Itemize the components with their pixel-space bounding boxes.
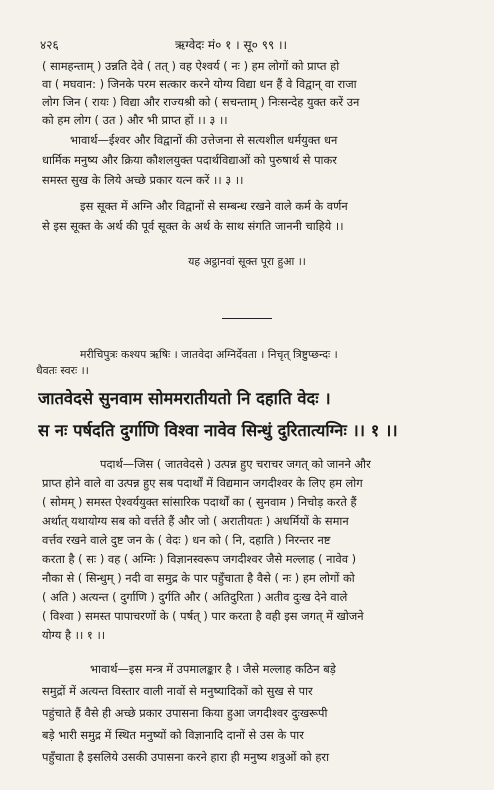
text-line: पहुँचाता है इसलिये उसकी उपासना करने हारा ही मनुष्य शत्रुओं को हरा xyxy=(42,750,330,764)
text-line: करता है ( सः ) वह ( अग्निः ) विज्ञानस्वरूप जगदीश्वर जैसे मल्लाह ( नावेव ) xyxy=(42,552,357,566)
text-line: बड़े भारी समुद्र में स्थित मनुष्यों को विज्ञानादि दानों से उस के पार xyxy=(42,728,304,742)
text-line: ( अति ) अत्यन्त ( दुर्गाणि ) दुर्गति और ( अतिदुरिता ) अतीव दुःख देने वाले xyxy=(42,590,348,604)
text-line: समस्त सुख के लिये अच्छे प्रकार यत्न करें ।। ३ ।। xyxy=(42,173,244,187)
page-number: ४२६ xyxy=(40,38,59,52)
sukta-end-note: यह अट्ठानवां सूक्त पूरा हुआ ।। xyxy=(188,255,306,268)
text-line: अर्थात् यथायोग्य सब को वर्त्तते हैं और जो ( अरातीयतः ) अधर्मियों के समान xyxy=(42,514,349,528)
text-line: ( विश्वा ) समस्त पापाचरणों के ( पर्षत् ) पार करता है वही इस जगत् में खोजने xyxy=(42,609,364,623)
mantra-line: स नः पर्षदति दुर्गाणि विश्वा नावेव सिन्धुं दुरितात्यग्निः ।। १ ।। xyxy=(38,421,398,440)
bhavartha-heading-line: भावार्थ—ईश्वर और विद्वानों की उत्तेजना से सत्यशील धर्मयुक्त धन xyxy=(70,133,338,147)
text-line: पहुंचाते हैं वैसे ही अच्छे प्रकार उपासना किया हुआ जगदीश्वर दुःखरूपी xyxy=(42,706,328,720)
text-line: योग्य है ।। १ ।। xyxy=(42,628,106,642)
mantra-line: जातवेदसे सुनवाम सोममरातीयतो नि दहाति वेदः । xyxy=(38,389,331,408)
text-line: को हम लोग ( उत ) और भी प्राप्त हों ।। ३ ।। xyxy=(42,113,228,127)
running-head: ऋग्वेदः मं० १ । सू० ९९ ।। xyxy=(175,38,288,52)
text-line: प्राप्त होने वाले वा उत्पन्न हुए सब पदार्थों में विद्यमान जगदीश्वर के लिए हम लोग xyxy=(42,476,363,490)
text-line: वा ( मघवान: ) जिनके परम सत्कार करने योग्य विद्या धन हैं वे विद्वान् वा राजा xyxy=(42,77,357,91)
padartha-heading-line: पदार्थ—जिस ( जातवेदसे ) उत्पन्न हुए चराचर जगत् को जानने और xyxy=(100,457,371,471)
text-line: इस सूक्त में अग्नि और विद्वानों से सम्बन्ध रखने वाले कर्म के वर्णन xyxy=(80,199,348,213)
text-line: धार्मिक मनुष्य और क्रिया कौशलयुक्त पदार्थविद्याओं को पुरुषार्थ से पाकर xyxy=(42,153,337,167)
section-divider xyxy=(222,318,272,319)
text-line: समुद्रों में अत्यन्त विस्तार वाली नावों से मनुष्यादिकों को सुख से पार xyxy=(42,684,313,698)
text-line: वर्त्तव रखने वाले दुष्ट जन के ( वेदः ) धन को ( नि, दहाति ) निरन्तर नष्ट xyxy=(42,533,331,547)
text-line: से इस सूक्त के अर्थ की पूर्व सूक्त के अर्थ के साथ संगति जाननी चाहिये ।। xyxy=(42,219,344,233)
text-line: ( सोमम् ) समस्त ऐश्वर्ययुक्त सांसारिक पदार्थों का ( सुनवाम ) निचोड़ करते हैं xyxy=(42,495,357,509)
svara-line: धैवतः स्वरः ।। xyxy=(36,364,89,377)
text-line: नौका से ( सिन्धुम् ) नदी वा समुद्र के पार पहुँचाता है वैसे ( नः ) हम लोगों को xyxy=(42,571,355,585)
rishi-devata-line: मरीचिपुत्रः कश्यप ऋषिः । जातवेदा अग्निर्देवता । निचृत् त्रिष्टुप्छन्दः । xyxy=(80,348,338,361)
bhavartha-heading-line: भावार्थ—इस मन्त्र में उपमालङ्कार है । जैसे मल्लाह कठिन बड़े xyxy=(90,662,336,676)
text-line: ( सामहन्ताम् ) उन्नति देवे ( तत् ) वह ऐश्वर्य ( नः ) हम लोगों को प्राप्त हो xyxy=(42,59,340,73)
text-line: लोग जिन ( रायः ) विद्या और राज्यश्री को ( सचन्ताम् ) निःसन्देह युक्त करें उन xyxy=(42,95,360,109)
